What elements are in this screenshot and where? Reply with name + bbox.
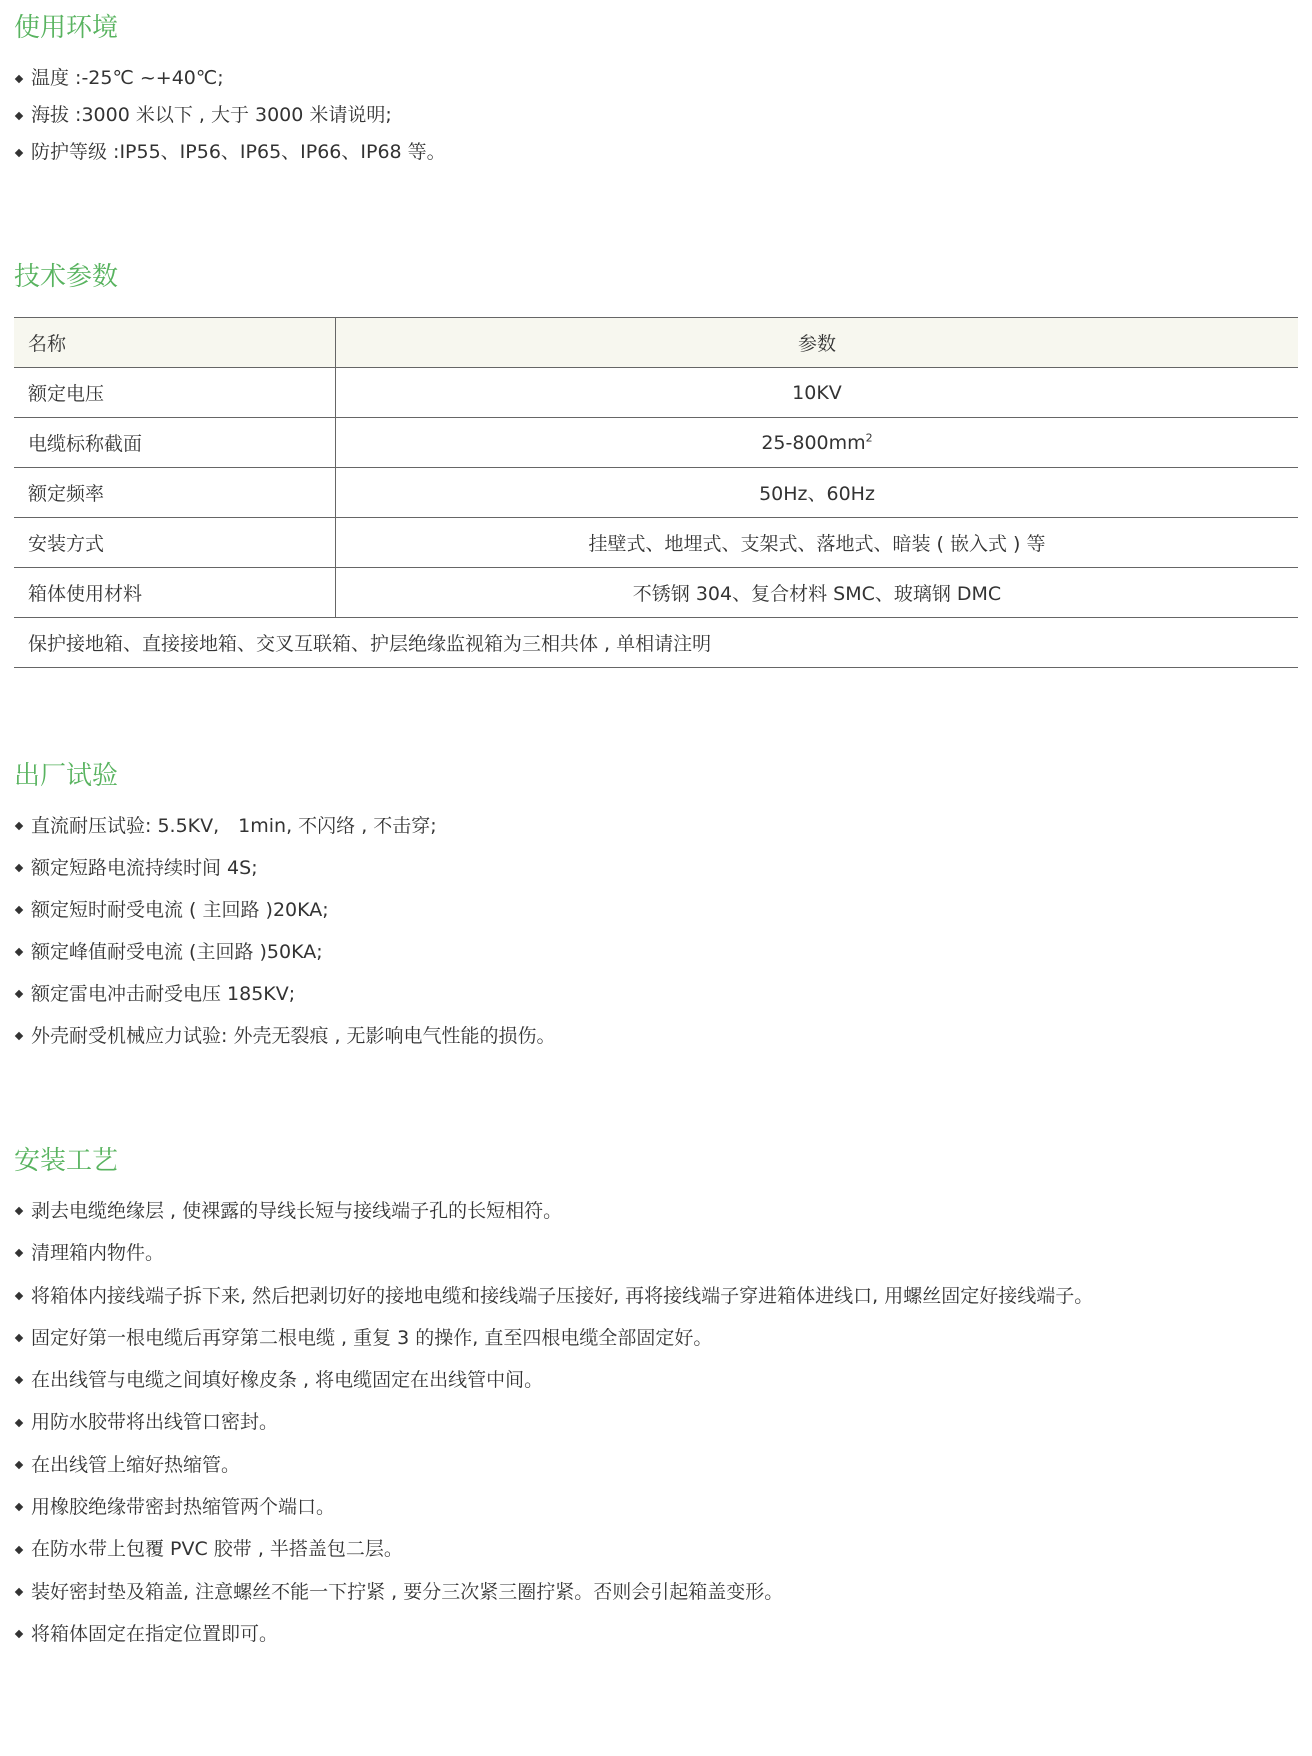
section-installation — [14, 1143, 1298, 1655]
list-item: 清理箱内物件。 — [14, 1232, 1298, 1274]
list-item: 额定雷电冲击耐受电压 185KV; — [14, 973, 1298, 1015]
table-row — [14, 518, 1298, 568]
list-item: 海拔 :3000 米以下 , 大于 3000 米请说明; — [14, 97, 1298, 134]
list-item: 在出线管上缩好热缩管。 — [14, 1444, 1298, 1486]
table-row — [14, 568, 1298, 618]
table-note-row — [14, 618, 1298, 668]
table-header-param: 参数 — [336, 318, 1299, 368]
section-title-factory-tests: 出厂试验 — [14, 761, 119, 791]
list-item: 用防水胶带将出线管口密封。 — [14, 1401, 1298, 1443]
row-param: 25-800mm — [761, 431, 866, 454]
row-param: 50Hz、60Hz — [336, 468, 1299, 518]
list-item: 外壳耐受机械应力试验: 外壳无裂痕 , 无影响电气性能的损伤。 — [14, 1015, 1298, 1057]
section-title-installation: 安装工艺 — [14, 1146, 119, 1176]
row-name: 额定电压 — [14, 368, 336, 418]
list-item: 在防水带上包覆 PVC 胶带 , 半搭盖包二层。 — [14, 1528, 1298, 1570]
list-item: 温度 :-25℃ ~+40℃; — [14, 60, 1298, 97]
section-title-environment: 使用环境 — [14, 13, 119, 43]
list-item: 防护等级 :IP55、IP56、IP65、IP66、IP68 等。 — [14, 134, 1298, 171]
table-note: 保护接地箱、直接接地箱、交叉互联箱、护层绝缘监视箱为三相共体 , 单相请注明 — [14, 618, 1298, 668]
list-item: 将箱体内接线端子拆下来, 然后把剥切好的接地电缆和接线端子压接好, 再将接线端子穿进箱体进线口, 用螺丝固定好接线端子。 — [14, 1275, 1298, 1317]
row-param: 不锈钢 304、复合材料 SMC、玻璃钢 DMC — [336, 568, 1299, 618]
row-param-superscript: 2 — [865, 431, 873, 445]
table-row — [14, 368, 1298, 418]
list-item: 剥去电缆绝缘层 , 使裸露的导线长短与接线端子孔的长短相符。 — [14, 1190, 1298, 1232]
list-item: 将箱体固定在指定位置即可。 — [14, 1613, 1298, 1655]
factory-tests-list — [14, 805, 1298, 1057]
list-item: 固定好第一根电缆后再穿第二根电缆 , 重复 3 的操作, 直至四根电缆全部固定好。 — [14, 1317, 1298, 1359]
row-param-cell — [336, 418, 1299, 468]
row-name: 电缆标称截面 — [14, 418, 336, 468]
spec-table — [14, 317, 1298, 668]
section-title-tech-params: 技术参数 — [14, 262, 119, 292]
installation-list — [14, 1190, 1298, 1655]
section-environment — [14, 10, 1298, 171]
list-item: 用橡胶绝缘带密封热缩管两个端口。 — [14, 1486, 1298, 1528]
row-name: 额定频率 — [14, 468, 336, 518]
table-header-name: 名称 — [14, 318, 336, 368]
list-item: 在出线管与电缆之间填好橡皮条 , 将电缆固定在出线管中间。 — [14, 1359, 1298, 1401]
row-param: 挂壁式、地埋式、支架式、落地式、暗装 ( 嵌入式 ) 等 — [336, 518, 1299, 568]
list-item: 直流耐压试验: 5.5KV, 1min, 不闪络 , 不击穿; — [14, 805, 1298, 847]
row-param: 10KV — [336, 368, 1299, 418]
table-header-row — [14, 318, 1298, 368]
row-name: 箱体使用材料 — [14, 568, 336, 618]
table-row — [14, 468, 1298, 518]
section-factory-tests — [14, 758, 1298, 1057]
environment-list — [14, 60, 1298, 171]
list-item: 额定短时耐受电流 ( 主回路 )20KA; — [14, 889, 1298, 931]
table-row — [14, 418, 1298, 468]
list-item: 额定峰值耐受电流 (主回路 )50KA; — [14, 931, 1298, 973]
list-item: 装好密封垫及箱盖, 注意螺丝不能一下拧紧 , 要分三次紧三圈拧紧。否则会引起箱盖变形。 — [14, 1571, 1298, 1613]
list-item: 额定短路电流持续时间 4S; — [14, 847, 1298, 889]
row-name: 安装方式 — [14, 518, 336, 568]
section-tech-params — [14, 259, 1298, 668]
